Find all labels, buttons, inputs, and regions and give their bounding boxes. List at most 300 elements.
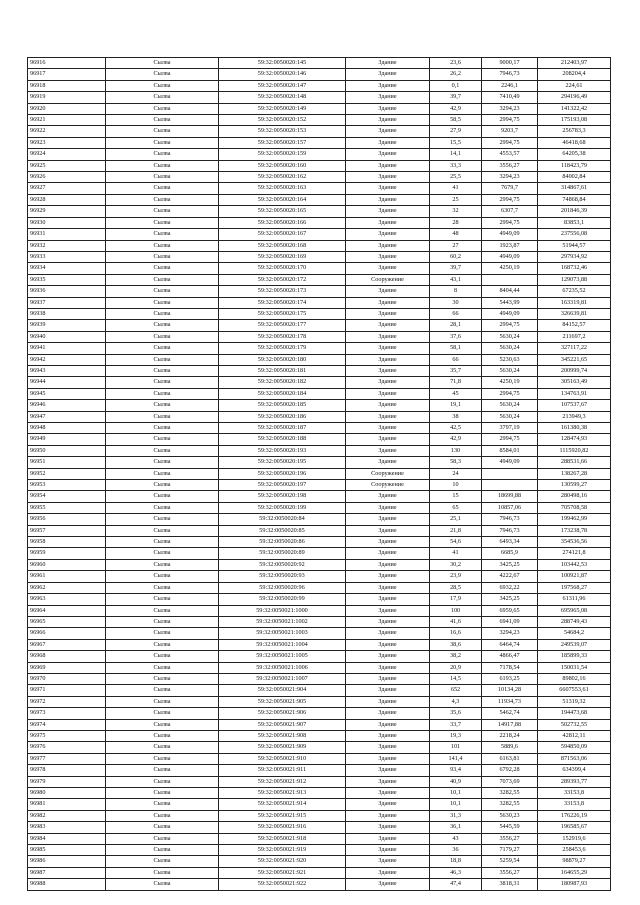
specific-value-cell: 3556,27 <box>482 160 538 171</box>
object-type-cell: Здание <box>346 799 430 810</box>
table-row <box>28 651 611 662</box>
row-number-cell: 96945 <box>28 388 106 399</box>
row-number-cell: 96932 <box>28 240 106 251</box>
object-type-cell: Здание <box>346 548 430 559</box>
object-type-cell: Здание <box>346 137 430 148</box>
settlement-cell: Сылва <box>106 822 219 833</box>
object-type-cell: Здание <box>346 719 430 730</box>
cadastral-number-cell: 59:32:0050020:187 <box>219 423 346 434</box>
settlement-cell: Сылва <box>106 343 219 354</box>
cadastral-value-cell: 84152,57 <box>538 320 611 331</box>
specific-value-cell: 4949,09 <box>482 457 538 468</box>
object-type-cell: Здание <box>346 331 430 342</box>
cadastral-value-cell: 161380,38 <box>538 423 611 434</box>
cadastral-number-cell: 59:32:0050021:905 <box>219 696 346 707</box>
area-cell: 27 <box>430 240 482 251</box>
row-number-cell: 96969 <box>28 662 106 673</box>
table-row <box>28 126 611 137</box>
specific-value-cell: 10134,28 <box>482 685 538 696</box>
cadastral-value-cell: 164655,29 <box>538 867 611 878</box>
specific-value-cell: 6932,22 <box>482 582 538 593</box>
specific-value-cell: 2246,1 <box>482 80 538 91</box>
cadastral-number-cell: 59:32:0050020:197 <box>219 480 346 491</box>
cadastral-number-cell: 59:32:0050020:178 <box>219 331 346 342</box>
specific-value-cell: 2994,75 <box>482 434 538 445</box>
table-row <box>28 194 611 205</box>
cadastral-value-cell: 294196,49 <box>538 92 611 103</box>
object-type-cell: Здание <box>346 115 430 126</box>
object-type-cell: Здание <box>346 730 430 741</box>
table-row <box>28 69 611 80</box>
object-type-cell: Здание <box>346 491 430 502</box>
table-row <box>28 514 611 525</box>
area-cell: 10 <box>430 480 482 491</box>
settlement-cell: Сылва <box>106 799 219 810</box>
settlement-cell: Сылва <box>106 365 219 376</box>
row-number-cell: 96957 <box>28 525 106 536</box>
settlement-cell: Сылва <box>106 206 219 217</box>
row-number-cell: 96963 <box>28 594 106 605</box>
cadastral-number-cell: 59:32:0050021:919 <box>219 845 346 856</box>
area-cell: 100 <box>430 605 482 616</box>
settlement-cell: Сылва <box>106 274 219 285</box>
cadastral-number-cell: 59:32:0050020:184 <box>219 388 346 399</box>
cadastral-number-cell: 59:32:0050020:181 <box>219 365 346 376</box>
row-number-cell: 96985 <box>28 845 106 856</box>
row-number-cell: 96934 <box>28 263 106 274</box>
table-row <box>28 810 611 821</box>
area-cell: 33,7 <box>430 719 482 730</box>
table-row <box>28 434 611 445</box>
specific-value-cell: 7946,73 <box>482 525 538 536</box>
area-cell: 35,6 <box>430 708 482 719</box>
specific-value-cell: 4866,47 <box>482 651 538 662</box>
settlement-cell: Сылва <box>106 240 219 251</box>
object-type-cell: Здание <box>346 673 430 684</box>
cadastral-value-cell: 194473,68 <box>538 708 611 719</box>
area-cell: 101 <box>430 742 482 753</box>
specific-value-cell: 8404,44 <box>482 286 538 297</box>
row-number-cell: 96972 <box>28 696 106 707</box>
object-type-cell: Здание <box>346 411 430 422</box>
cadastral-number-cell: 59:32:0050021:910 <box>219 753 346 764</box>
cadastral-value-cell: 176226,19 <box>538 810 611 821</box>
specific-value-cell: 4250,19 <box>482 377 538 388</box>
settlement-cell: Сылва <box>106 662 219 673</box>
specific-value-cell: 5630,23 <box>482 810 538 821</box>
table-row <box>28 229 611 240</box>
settlement-cell: Сылва <box>106 582 219 593</box>
object-type-cell: Сооружение <box>346 480 430 491</box>
table-row <box>28 354 611 365</box>
table-row <box>28 457 611 468</box>
row-number-cell: 96930 <box>28 217 106 228</box>
table-row <box>28 388 611 399</box>
cadastral-number-cell: 59:32:0050021:906 <box>219 708 346 719</box>
cadastral-number-cell: 59:32:0050020:170 <box>219 263 346 274</box>
table-row <box>28 286 611 297</box>
row-number-cell: 96942 <box>28 354 106 365</box>
specific-value-cell: 4553,57 <box>482 149 538 160</box>
row-number-cell: 96924 <box>28 149 106 160</box>
specific-value-cell: 3294,23 <box>482 103 538 114</box>
settlement-cell: Сылва <box>106 251 219 262</box>
area-cell: 10,1 <box>430 799 482 810</box>
object-type-cell: Здание <box>346 742 430 753</box>
table-row <box>28 445 611 456</box>
specific-value-cell: 7179,27 <box>482 845 538 856</box>
area-cell: 45 <box>430 388 482 399</box>
area-cell: 652 <box>430 685 482 696</box>
area-cell: 47,4 <box>430 879 482 890</box>
cadastral-value-cell: 54684,2 <box>538 628 611 639</box>
specific-value-cell: 18699,88 <box>482 491 538 502</box>
area-cell: 58,1 <box>430 343 482 354</box>
cadastral-value-cell: 98879,27 <box>538 856 611 867</box>
area-cell: 17,9 <box>430 594 482 605</box>
settlement-cell: Сылва <box>106 377 219 388</box>
cadastral-value-cell: 42812,11 <box>538 730 611 741</box>
cadastral-number-cell: 59:32:0050021:909 <box>219 742 346 753</box>
cadastral-number-cell: 59:32:0050020:193 <box>219 445 346 456</box>
area-cell: 58,5 <box>430 115 482 126</box>
table-row <box>28 160 611 171</box>
cadastral-number-cell: 59:32:0050021:911 <box>219 765 346 776</box>
object-type-cell: Здание <box>346 206 430 217</box>
row-number-cell: 96955 <box>28 502 106 513</box>
table-row <box>28 308 611 319</box>
object-type-cell: Здание <box>346 217 430 228</box>
area-cell: 33,3 <box>430 160 482 171</box>
cadastral-number-cell: 59:32:0050020:163 <box>219 183 346 194</box>
object-type-cell: Здание <box>346 662 430 673</box>
area-cell: 38,6 <box>430 639 482 650</box>
row-number-cell: 96918 <box>28 80 106 91</box>
settlement-cell: Сылва <box>106 286 219 297</box>
cadastral-number-cell: 59:32:0050020:180 <box>219 354 346 365</box>
specific-value-cell: 2994,75 <box>482 217 538 228</box>
object-type-cell: Здание <box>346 92 430 103</box>
row-number-cell: 96940 <box>28 331 106 342</box>
specific-value-cell: 5630,24 <box>482 343 538 354</box>
settlement-cell: Сылва <box>106 115 219 126</box>
cadastral-value-cell: 249539,07 <box>538 639 611 650</box>
row-number-cell: 96947 <box>28 411 106 422</box>
area-cell: 43 <box>430 833 482 844</box>
cadastral-number-cell: 59:32:0050020:199 <box>219 502 346 513</box>
specific-value-cell: 7679,7 <box>482 183 538 194</box>
cadastral-number-cell: 59:32:0050020:167 <box>219 229 346 240</box>
row-number-cell: 96928 <box>28 194 106 205</box>
settlement-cell: Сылва <box>106 103 219 114</box>
area-cell: 0,1 <box>430 80 482 91</box>
cadastral-number-cell: 59:32:0050020:166 <box>219 217 346 228</box>
table-row <box>28 137 611 148</box>
area-cell: 15 <box>430 491 482 502</box>
row-number-cell: 96987 <box>28 867 106 878</box>
row-number-cell: 96982 <box>28 810 106 821</box>
specific-value-cell: 14917,88 <box>482 719 538 730</box>
cadastral-value-cell: 128474,93 <box>538 434 611 445</box>
area-cell: 28,5 <box>430 582 482 593</box>
area-cell: 42,9 <box>430 434 482 445</box>
row-number-cell: 96970 <box>28 673 106 684</box>
area-cell: 46,3 <box>430 867 482 878</box>
cadastral-value-cell: 185899,33 <box>538 651 611 662</box>
table-row <box>28 525 611 536</box>
cadastral-number-cell: 59:32:0050021:907 <box>219 719 346 730</box>
table-row <box>28 251 611 262</box>
area-cell: 15,5 <box>430 137 482 148</box>
object-type-cell: Здание <box>346 639 430 650</box>
object-type-cell: Здание <box>346 434 430 445</box>
settlement-cell: Сылва <box>106 468 219 479</box>
table-row <box>28 616 611 627</box>
cadastral-value-cell: 83853,1 <box>538 217 611 228</box>
table-row <box>28 673 611 684</box>
row-number-cell: 96916 <box>28 58 106 69</box>
cadastral-value-cell: 345221,65 <box>538 354 611 365</box>
table-row <box>28 491 611 502</box>
table-row <box>28 343 611 354</box>
table-row <box>28 765 611 776</box>
cadastral-value-cell: 163319,81 <box>538 297 611 308</box>
cadastral-value-cell: 89802,16 <box>538 673 611 684</box>
row-number-cell: 96950 <box>28 445 106 456</box>
table-row <box>28 468 611 479</box>
area-cell: 41 <box>430 548 482 559</box>
specific-value-cell: 5443,99 <box>482 297 538 308</box>
table-row <box>28 58 611 69</box>
object-type-cell: Здание <box>346 833 430 844</box>
cadastral-number-cell: 59:32:0050020:84 <box>219 514 346 525</box>
specific-value-cell: 4250,19 <box>482 263 538 274</box>
cadastral-number-cell: 59:32:0050021:921 <box>219 867 346 878</box>
object-type-cell: Здание <box>346 628 430 639</box>
object-type-cell: Здание <box>346 354 430 365</box>
row-number-cell: 96922 <box>28 126 106 137</box>
cadastral-number-cell: 59:32:0050021:1000 <box>219 605 346 616</box>
row-number-cell: 96931 <box>28 229 106 240</box>
table-row <box>28 856 611 867</box>
row-number-cell: 96966 <box>28 628 106 639</box>
specific-value-cell: 6959,65 <box>482 605 538 616</box>
area-cell: 93,4 <box>430 765 482 776</box>
specific-value-cell: 6493,34 <box>482 537 538 548</box>
object-type-cell: Здание <box>346 845 430 856</box>
row-number-cell: 96921 <box>28 115 106 126</box>
cadastral-value-cell: 502732,55 <box>538 719 611 730</box>
object-type-cell: Здание <box>346 502 430 513</box>
row-number-cell: 96964 <box>28 605 106 616</box>
specific-value-cell: 3818,31 <box>482 879 538 890</box>
area-cell: 39,7 <box>430 92 482 103</box>
cadastral-value-cell: 67235,52 <box>538 286 611 297</box>
object-type-cell: Здание <box>346 423 430 434</box>
object-type-cell: Здание <box>346 149 430 160</box>
table-row <box>28 628 611 639</box>
settlement-cell: Сылва <box>106 160 219 171</box>
object-type-cell: Здание <box>346 514 430 525</box>
table-row <box>28 365 611 376</box>
table-row <box>28 217 611 228</box>
row-number-cell: 96946 <box>28 400 106 411</box>
row-number-cell: 96917 <box>28 69 106 80</box>
area-cell: 27,9 <box>430 126 482 137</box>
cadastral-value-cell: 141322,42 <box>538 103 611 114</box>
table-row <box>28 605 611 616</box>
area-cell: 42,9 <box>430 103 482 114</box>
area-cell: 39,7 <box>430 263 482 274</box>
cadastral-value-cell: 152919,6 <box>538 833 611 844</box>
specific-value-cell: 3556,27 <box>482 833 538 844</box>
settlement-cell: Сылва <box>106 651 219 662</box>
cadastral-value-cell: 51319,32 <box>538 696 611 707</box>
area-cell: 19,1 <box>430 400 482 411</box>
settlement-cell: Сылва <box>106 354 219 365</box>
object-type-cell: Здание <box>346 696 430 707</box>
object-type-cell: Здание <box>346 388 430 399</box>
area-cell: 25,1 <box>430 514 482 525</box>
cadastral-value-cell: 201846,39 <box>538 206 611 217</box>
cadastral-number-cell: 59:32:0050020:153 <box>219 126 346 137</box>
settlement-cell: Сылва <box>106 639 219 650</box>
table-row <box>28 480 611 491</box>
specific-value-cell: 4949,09 <box>482 308 538 319</box>
settlement-cell: Сылва <box>106 183 219 194</box>
object-type-cell: Здание <box>346 183 430 194</box>
object-type-cell: Здание <box>346 765 430 776</box>
table-row <box>28 149 611 160</box>
cadastral-value-cell: 168732,46 <box>538 263 611 274</box>
object-type-cell: Здание <box>346 594 430 605</box>
cadastral-number-cell: 59:32:0050020:162 <box>219 172 346 183</box>
object-type-cell: Здание <box>346 708 430 719</box>
object-type-cell: Здание <box>346 286 430 297</box>
cadastral-number-cell: 59:32:0050020:152 <box>219 115 346 126</box>
cadastral-number-cell: 59:32:0050020:188 <box>219 434 346 445</box>
cadastral-number-cell: 59:32:0050020:86 <box>219 537 346 548</box>
cadastral-number-cell: 59:32:0050020:196 <box>219 468 346 479</box>
cadastral-number-cell: 59:32:0050021:922 <box>219 879 346 890</box>
object-type-cell: Здание <box>346 788 430 799</box>
cadastral-number-cell: 59:32:0050020:146 <box>219 69 346 80</box>
settlement-cell: Сылва <box>106 400 219 411</box>
cadastral-number-cell: 59:32:0050020:168 <box>219 240 346 251</box>
specific-value-cell: 5630,24 <box>482 365 538 376</box>
settlement-cell: Сылва <box>106 69 219 80</box>
object-type-cell: Здание <box>346 58 430 69</box>
row-number-cell: 96923 <box>28 137 106 148</box>
settlement-cell: Сылва <box>106 788 219 799</box>
cadastral-value-cell: 211697,2 <box>538 331 611 342</box>
area-cell: 41 <box>430 183 482 194</box>
cadastral-number-cell: 59:32:0050020:164 <box>219 194 346 205</box>
settlement-cell: Сылва <box>106 719 219 730</box>
object-type-cell: Здание <box>346 582 430 593</box>
cadastral-number-cell: 59:32:0050021:908 <box>219 730 346 741</box>
cadastral-value-cell: 327117,22 <box>538 343 611 354</box>
cadastral-number-cell: 59:32:0050020:160 <box>219 160 346 171</box>
row-number-cell: 96944 <box>28 377 106 388</box>
specific-value-cell: 2994,75 <box>482 194 538 205</box>
cadastral-value-cell: 634399,4 <box>538 765 611 776</box>
object-type-cell: Здание <box>346 320 430 331</box>
area-cell: 71,8 <box>430 377 482 388</box>
cadastral-value-cell: 138267,28 <box>538 468 611 479</box>
cadastral-value-cell: 150031,54 <box>538 662 611 673</box>
cadastral-value-cell: 280498,16 <box>538 491 611 502</box>
area-cell: 14,1 <box>430 149 482 160</box>
cadastral-value-cell: 871563,06 <box>538 753 611 764</box>
settlement-cell: Сылва <box>106 457 219 468</box>
settlement-cell: Сылва <box>106 696 219 707</box>
settlement-cell: Сылва <box>106 594 219 605</box>
object-type-cell: Здание <box>346 172 430 183</box>
specific-value-cell: 4222,67 <box>482 571 538 582</box>
cadastral-number-cell: 59:32:0050021:918 <box>219 833 346 844</box>
specific-value-cell: 9000,17 <box>482 58 538 69</box>
object-type-cell: Здание <box>346 537 430 548</box>
settlement-cell: Сылва <box>106 537 219 548</box>
specific-value-cell <box>482 274 538 285</box>
table-row <box>28 80 611 91</box>
area-cell: 24 <box>430 468 482 479</box>
row-number-cell: 96988 <box>28 879 106 890</box>
object-type-cell: Здание <box>346 365 430 376</box>
table-row <box>28 92 611 103</box>
cadastral-number-cell: 59:32:0050020:89 <box>219 548 346 559</box>
object-type-cell: Здание <box>346 229 430 240</box>
area-cell: 58,3 <box>430 457 482 468</box>
specific-value-cell: 2218,24 <box>482 730 538 741</box>
area-cell: 36 <box>430 845 482 856</box>
cadastral-number-cell: 59:32:0050020:198 <box>219 491 346 502</box>
area-cell: 25 <box>430 194 482 205</box>
cadastral-number-cell: 59:32:0050020:148 <box>219 92 346 103</box>
object-type-cell: Здание <box>346 240 430 251</box>
settlement-cell: Сылва <box>106 548 219 559</box>
area-cell: 66 <box>430 354 482 365</box>
area-cell: 130 <box>430 445 482 456</box>
row-number-cell: 96984 <box>28 833 106 844</box>
object-type-cell: Здание <box>346 616 430 627</box>
row-number-cell: 96937 <box>28 297 106 308</box>
settlement-cell: Сылва <box>106 137 219 148</box>
area-cell: 54,6 <box>430 537 482 548</box>
row-number-cell: 96977 <box>28 753 106 764</box>
row-number-cell: 96927 <box>28 183 106 194</box>
settlement-cell: Сылва <box>106 58 219 69</box>
table-row <box>28 297 611 308</box>
area-cell: 40,9 <box>430 776 482 787</box>
object-type-cell: Здание <box>346 445 430 456</box>
settlement-cell: Сылва <box>106 423 219 434</box>
table-row <box>28 742 611 753</box>
row-number-cell: 96936 <box>28 286 106 297</box>
cadastral-value-cell: 130599,27 <box>538 480 611 491</box>
table-row <box>28 172 611 183</box>
cadastral-value-cell: 213949,3 <box>538 411 611 422</box>
table-row <box>28 400 611 411</box>
cadastral-value-cell: 274121,8 <box>538 548 611 559</box>
cadastral-value-cell: 354536,56 <box>538 537 611 548</box>
table-row <box>28 639 611 650</box>
table-row <box>28 662 611 673</box>
row-number-cell: 96981 <box>28 799 106 810</box>
specific-value-cell: 5630,24 <box>482 400 538 411</box>
specific-value-cell: 7946,73 <box>482 69 538 80</box>
